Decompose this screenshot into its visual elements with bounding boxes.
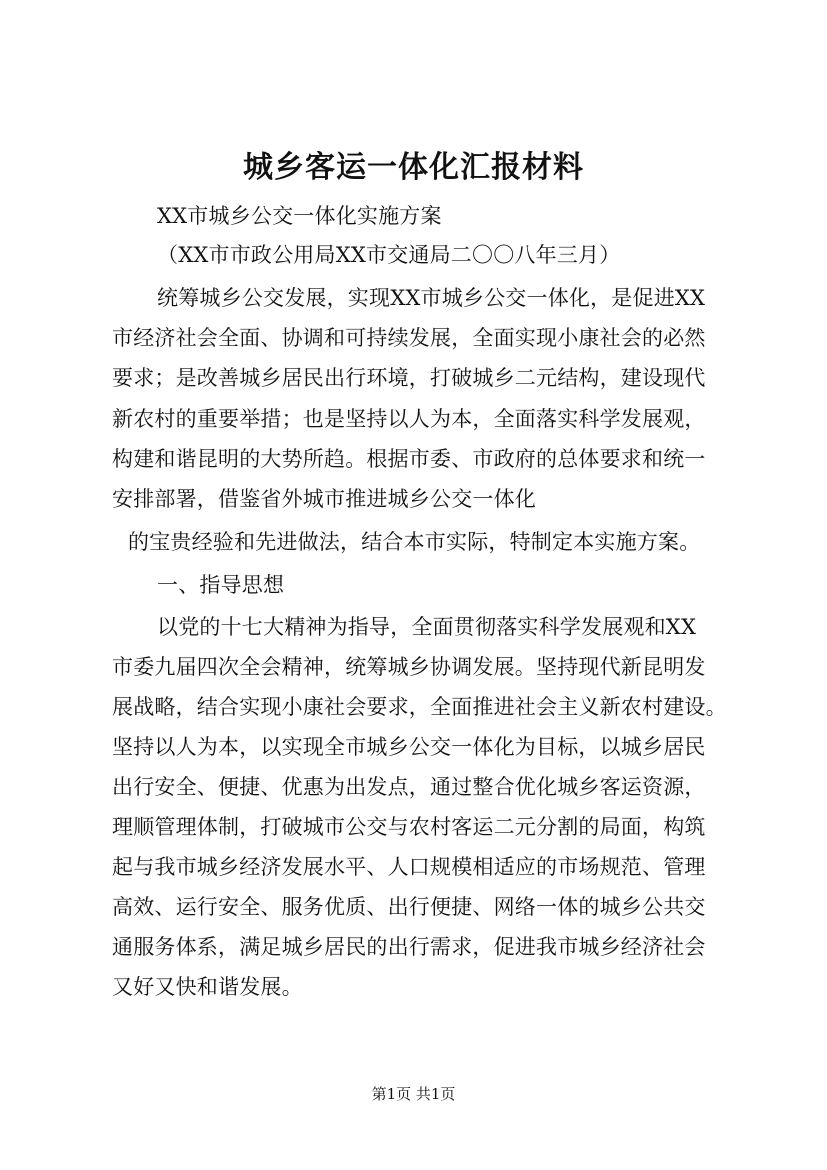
paragraph-line: 安排部署，借鉴省外城市推进城乡公交一体化 xyxy=(112,487,536,511)
paragraph-line: 市委九届四次全会精神，统筹城乡协调发展。坚持现代新昆明发 xyxy=(112,655,706,679)
paragraph-line: 出行安全、便捷、优惠为出发点，通过整合优化城乡客运资源， xyxy=(112,775,706,799)
paragraph-line: 以党的十七大精神为指导，全面贯彻落实科学发展观和XX xyxy=(157,615,697,639)
paragraph-line: 高效、运行安全、服务优质、出行便捷、网络一体的城乡公共交 xyxy=(112,895,706,919)
paragraph-line: 市经济社会全面、协调和可持续发展，全面实现小康社会的必然 xyxy=(112,326,706,350)
paragraph-line: 展战略，结合实现小康社会要求，全面推进社会主义新农村建设。 xyxy=(112,695,727,719)
paragraph-line: 构建和谐昆明的大势所趋。根据市委、市政府的总体要求和统一 xyxy=(112,447,706,471)
plan-subtitle: XX市城乡公交一体化实施方案 xyxy=(157,204,442,228)
page-footer: 第1页 共1页 xyxy=(371,1085,456,1103)
issuer-line: （XX市市政公用局XX市交通局二〇〇八年三月） xyxy=(157,243,621,267)
paragraph-line: 的宝贵经验和先进做法，结合本市实际，特制定本实施方案。 xyxy=(128,530,701,554)
paragraph-line: 统筹城乡公交发展，实现XX市城乡公交一体化，是促进XX xyxy=(157,286,706,310)
paragraph-line: 通服务体系，满足城乡居民的出行需求，促进我市城乡经济社会 xyxy=(112,935,706,959)
paragraph-line: 坚持以人为本，以实现全市城乡公交一体化为目标，以城乡居民 xyxy=(112,735,706,759)
paragraph-line: 起与我市城乡经济发展水平、人口规模相适应的市场规范、管理 xyxy=(112,855,706,879)
paragraph-line: 又好又快和谐发展。 xyxy=(112,975,303,999)
paragraph-line: 要求；是改善城乡居民出行环境，打破城乡二元结构，建设现代 xyxy=(112,366,706,390)
document-title: 城乡客运一体化汇报材料 xyxy=(243,150,584,185)
paragraph-line: 新农村的重要举措；也是坚持以人为本，全面落实科学发展观， xyxy=(112,407,706,431)
paragraph-line: 理顺管理体制，打破城市公交与农村客运二元分割的局面，构筑 xyxy=(112,815,706,839)
section-heading: 一、指导思想 xyxy=(157,573,285,597)
